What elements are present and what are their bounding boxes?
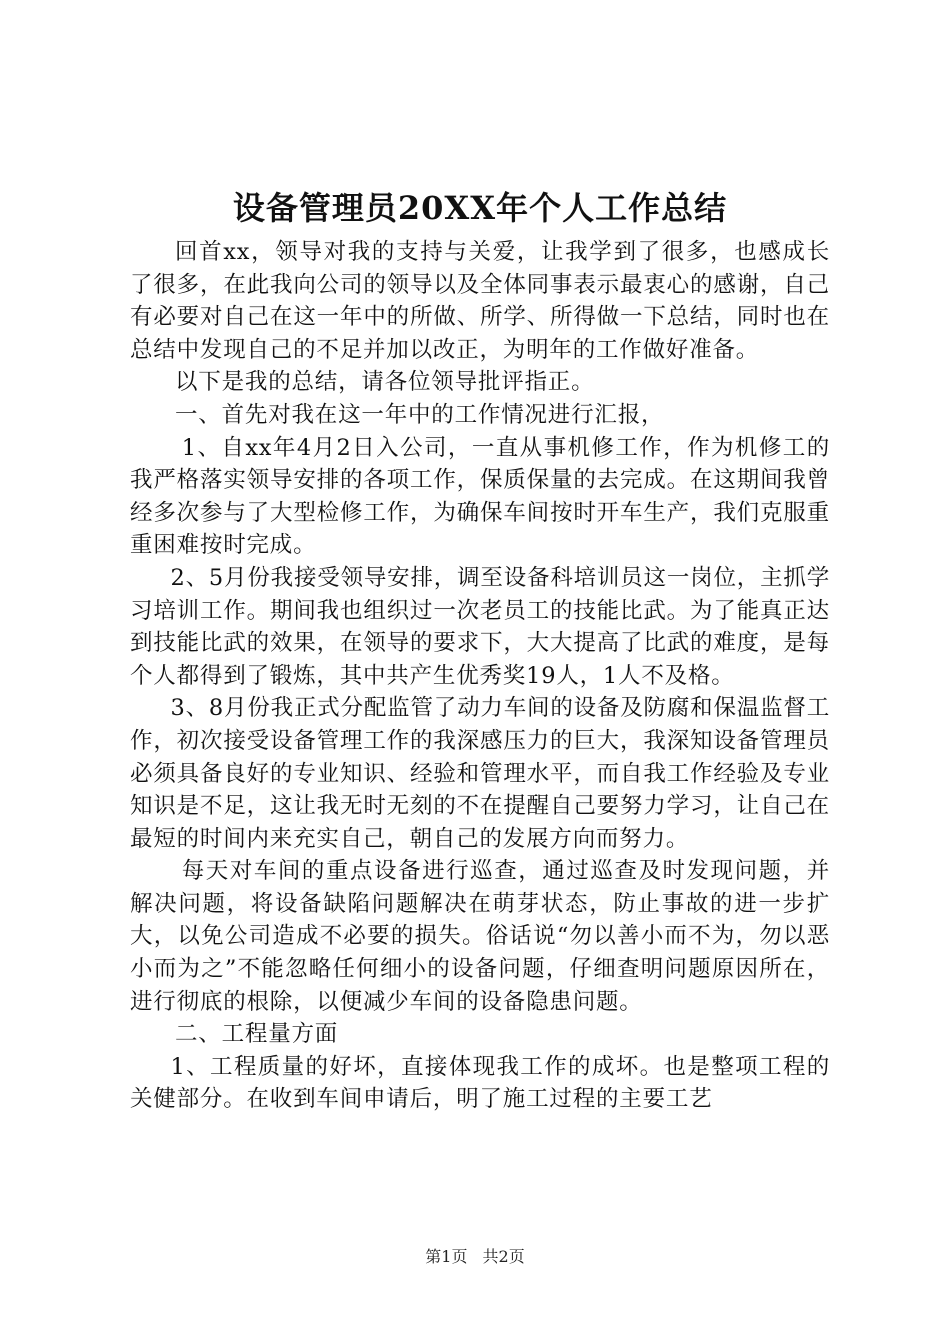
paragraph-item-1: 1、自xx年4月2日入公司，一直从事机修工作，作为机修工的我严格落实领导安排的各项工作，保质保量的去完成。在这期间我曾经多次参与了大型检修工作，为确保车间按时开车生产，我们克服重重困难按时完成。: [130, 434, 830, 559]
heading-section-one: 一、首先对我在这一年中的工作情况进行汇报，: [175, 401, 665, 428]
paragraph-engineering-quality: 1、工程质量的好坏，直接体现我工作的成坏。也是整项工程的关健部分。在收到车间申请后，明了施工过程的主要工艺: [130, 1053, 830, 1113]
paragraph-item-3: 3、8月份我正式分配监管了动力车间的设备及防腐和保温监督工作，初次接受设备管理工作的我深感压力的巨大，我深知设备管理员必须具备良好的专业知识、经验和管理水平，而自我工作经验及专业知识是不足，这让我无时无刻的不在提醒自己要努力学习，让自己在最短的时间内来充实自己，朝自己的发展方向而努力。: [130, 695, 830, 852]
paragraph-request-review: 以下是我的总结，请各位领导批评指正。: [175, 369, 595, 396]
heading-section-two: 二、工程量方面: [175, 1021, 339, 1048]
paragraph-item-2: 2、5月份我接受领导安排，调至设备科培训员这一岗位，主抓学习培训工作。期间我也组织过一次老员工的技能比武。为了能真正达到技能比武的效果，在领导的要求下，大大提高了比武的难度，是每个人都得到了锻炼，其中共产生优秀奖19人，1人不及格。: [130, 564, 830, 689]
document-title: 设备管理员20XX年个人工作总结: [232, 189, 728, 227]
paragraph-intro: 回首xx，领导对我的支持与关爱，让我学到了很多，也感成长了很多，在此我向公司的领导以及全体同事表示最衷心的感谢，自己有必要对自己在这一年中的所做、所学、所得做一下总结，同时也在总结中发现自己的不足并加以改正，为明年的工作做好准备。: [130, 239, 830, 363]
page-total: 共2页: [482, 1247, 525, 1266]
paragraph-daily-inspection: 每天对车间的重点设备进行巡查，通过巡查及时发现问题，并解决问题，将设备缺陷问题解决在萌芽状态，防止事故的进一步扩大，以免公司造成不必要的损失。俗话说“勿以善小而不为，勿以恶小而为之”不能忽略任何细小的设备问题，仔细查明问题原因所在，进行彻底的根除，以便减少车间的设备隐患问题。: [130, 858, 830, 1015]
page-footer: [0, 1245, 950, 1269]
document-body: [130, 236, 830, 1116]
page-number: 第1页: [425, 1247, 468, 1266]
